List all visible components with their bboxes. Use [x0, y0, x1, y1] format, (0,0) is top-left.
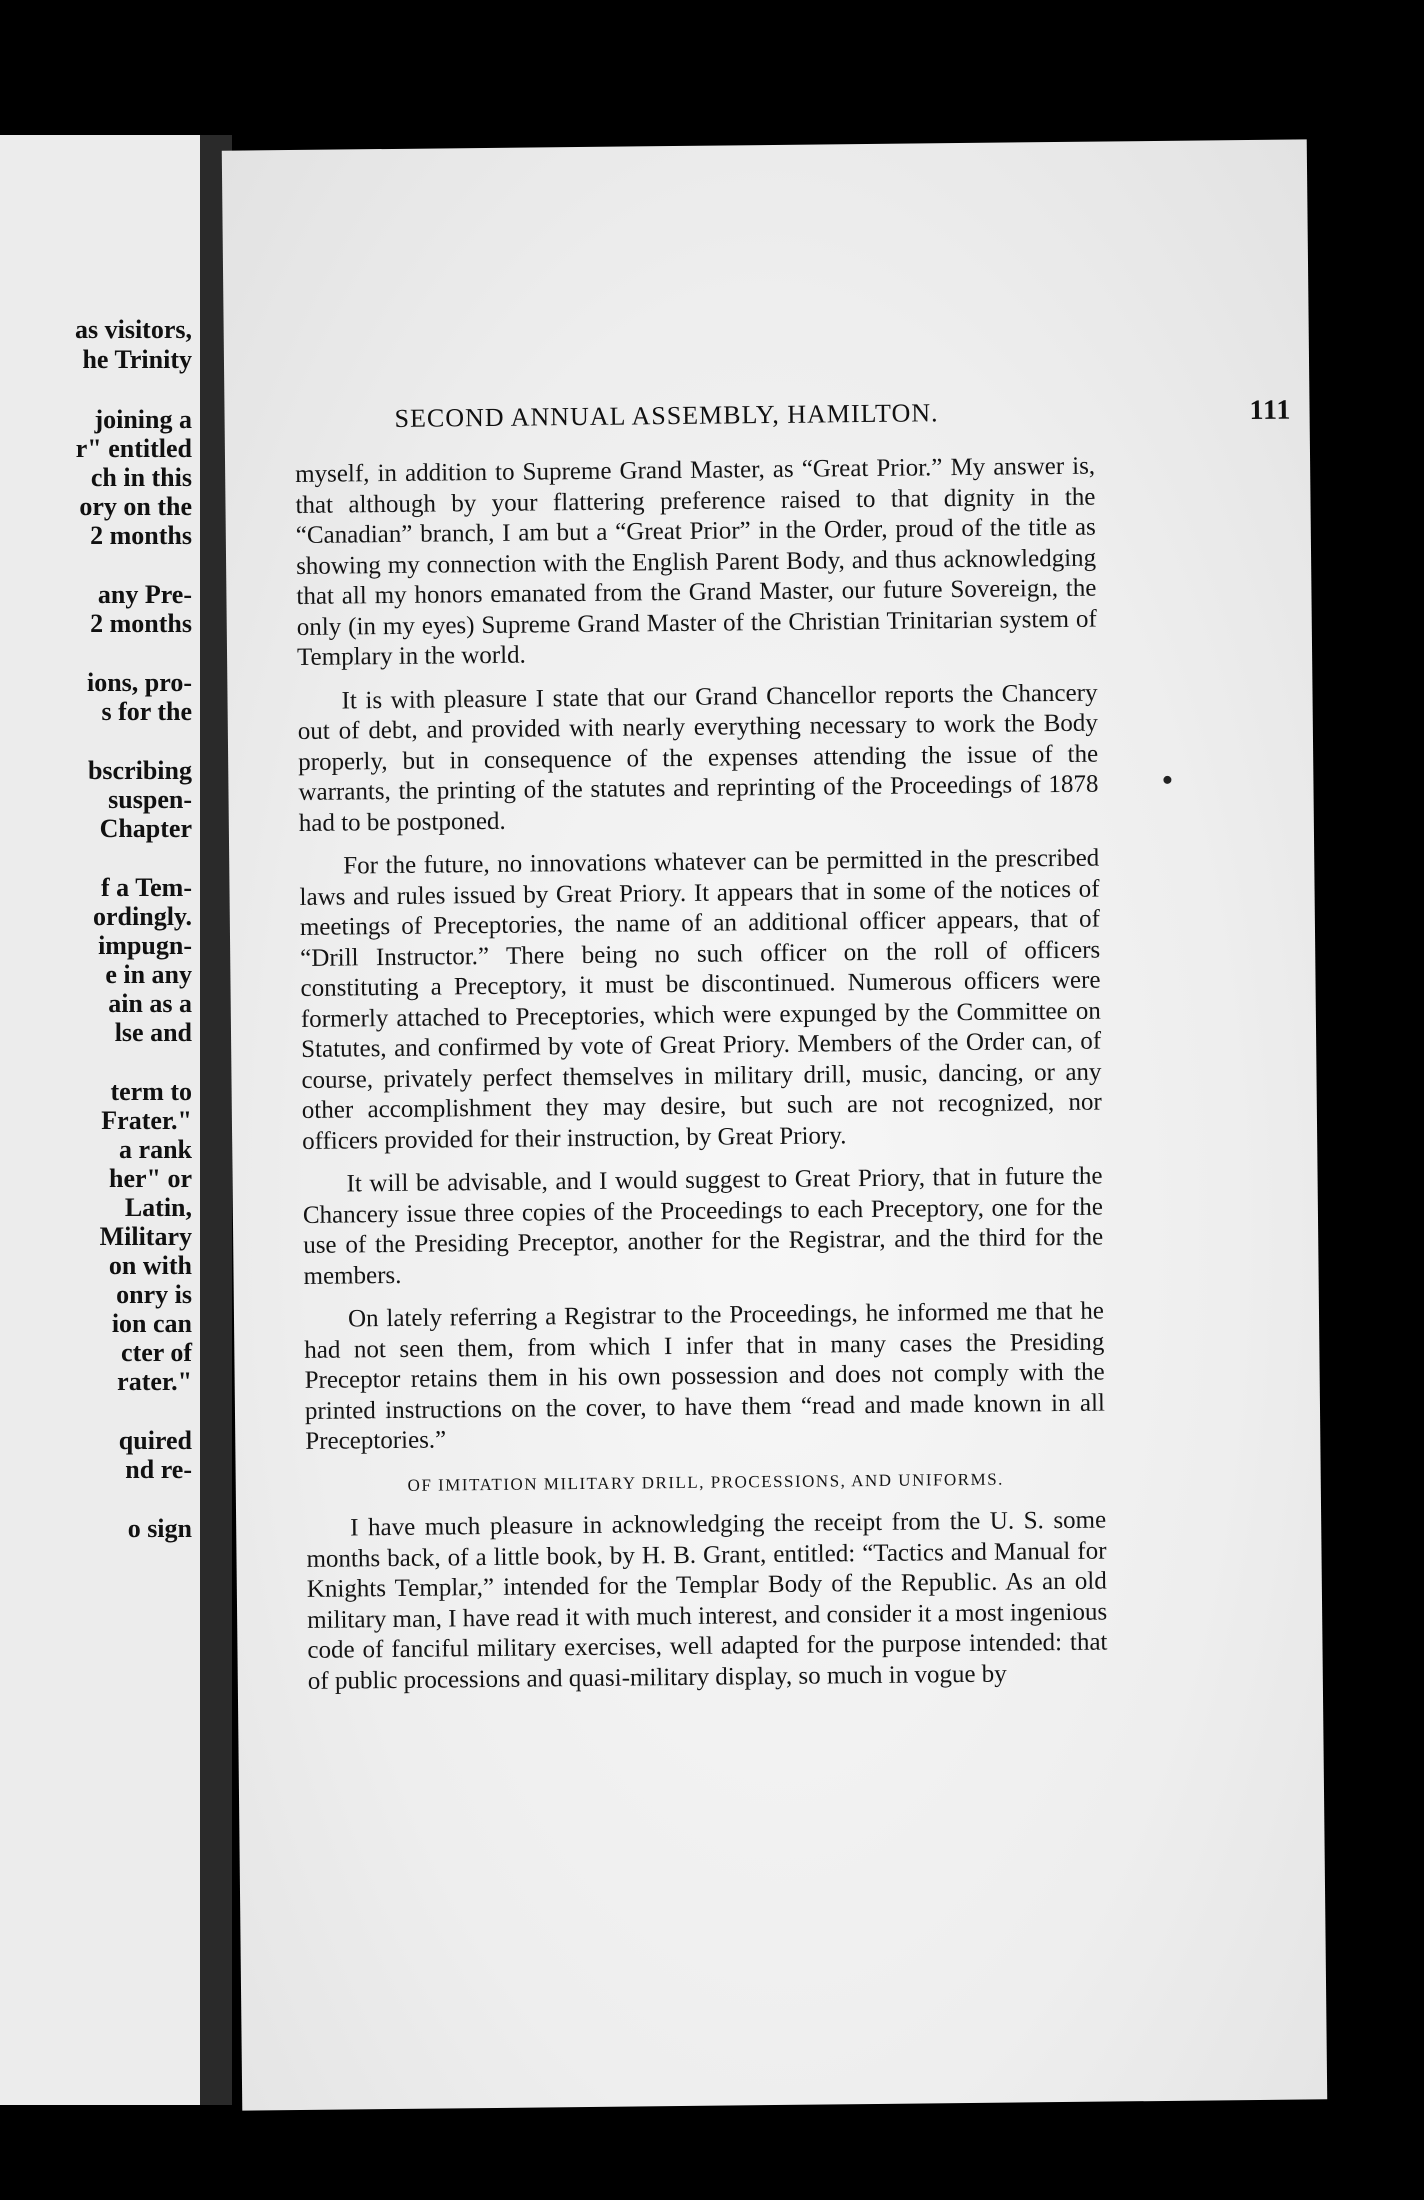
facing-page-line: nd re- — [125, 1455, 192, 1484]
facing-page-line: ory on the — [79, 492, 192, 521]
facing-page-line: rater." — [117, 1367, 192, 1396]
facing-page-line: lse and — [114, 1018, 192, 1047]
page-header — [394, 394, 1294, 433]
facing-page-line: her" or — [108, 1164, 192, 1193]
facing-page-line: ions, pro- — [87, 668, 192, 697]
facing-page-line: quired — [118, 1426, 192, 1455]
facing-page-line: o sign — [127, 1514, 192, 1543]
facing-page-line: s for the — [101, 697, 192, 726]
facing-page-line: joining a — [94, 405, 192, 434]
facing-page-line: as visitors, — [75, 315, 192, 344]
facing-page-line: Military — [99, 1222, 192, 1251]
facing-page-line: he Trinity — [82, 345, 192, 374]
facing-page-line: r" entitled — [75, 434, 192, 463]
section-heading: OF IMITATION MILITARY DRILL, PROCESSIONS, AND UNIFORMS. — [407, 1469, 1004, 1495]
facing-page-line: onry is — [116, 1280, 192, 1309]
facing-page-line: ain as a — [108, 989, 192, 1018]
paragraph: It will be advisable, and I would suggest to Great Priory, that in future the Chancery issue three copies of the Proceedings to each Preceptory, one for the use of the Presiding Preceptor, another for the Registrar, and the third for the members. — [302, 1162, 1104, 1290]
facing-page — [0, 135, 200, 2105]
facing-page-line: ordingly. — [93, 902, 192, 931]
ink-speck — [1163, 776, 1171, 784]
facing-page-line: ion can — [111, 1309, 192, 1338]
facing-page-line: Chapter — [99, 814, 192, 843]
paragraph: myself, in addition to Supreme Grand Master, as “Great Prior.” My answer is, that although by your flattering preference raised to that dignity in the “Canadian” branch, I am but a “Great Prior” in the Order, proud of the title as showing my connection with the English Parent Body, and thus acknowledging that all my honors emanated from the Grand Master, our future Sovereign, the only (in my eyes) Supreme Grand Master of the Christian Trinitarian system of Templary in the world. — [295, 452, 1097, 671]
facing-page-line: cter of — [121, 1338, 192, 1367]
facing-page-line: f a Tem- — [101, 873, 192, 902]
facing-page-line: e in any — [105, 960, 192, 989]
page-number: 111 — [1249, 394, 1292, 426]
facing-page-line: ch in this — [90, 463, 192, 492]
facing-page-line: on with — [108, 1251, 192, 1280]
paragraph: It is with pleasure I state that our Grand Chancellor reports the Chancery out of debt, and provided with nearly everything necessary to work the Body properly, but in consequence of the expenses attending the issue of the warrants, the printing of the statutes and reprinting of the Proceedings of 1878 had to be postponed. — [297, 679, 1099, 837]
facing-page-line: term to — [110, 1077, 192, 1106]
paragraph: On lately referring a Registrar to the Proceedings, he informed me that he had not seen them, from which I infer that in many cases the Presiding Preceptor retains them in his own possession and does not comply with the printed instructions on the cover, to have them “read and made known in all Preceptories.” — [304, 1297, 1106, 1455]
facing-page-line: impugn- — [98, 931, 192, 960]
paragraph: For the future, no innovations whatever can be permitted in the prescribed laws and rules issued by Great Priory. It appears that in some of the notices of meetings of Preceptories, the name of an additional officer appears, that of “Drill Instructor.” There being no such officer on the roll of officers constituting a Preceptory, it must be discontinued. Numerous officers were formerly attached to Preceptories, which were expunged by the Committee on Statutes, and confirmed by vote of Great Priory. Members of the Order can, of course, privately perfect themselves in military drill, music, dancing, or any other accomplishment they may desire, but such are not recognized, nor officers provided for their instruction, by Great Priory. — [299, 844, 1102, 1155]
facing-page-line: any Pre- — [97, 580, 192, 609]
facing-page-line: 2 months — [90, 609, 192, 638]
page-body — [295, 452, 1108, 1710]
paragraph: I have much pleasure in acknowledging the receipt from the U. S. some months back, of a little book, by H. B. Grant, entitled: “Tactics and Manual for Knights Templar,” intended for the Templar Body of the Republic. As an old military man, I have read it with much interest, and consider it a most ingenious code of fanciful military exercises, well adapted for the purpose intended: that of public processions and quasi-military display, so much in vogue by — [306, 1506, 1108, 1695]
facing-page-line: a rank — [119, 1135, 192, 1164]
facing-page-line: Latin, — [124, 1193, 192, 1222]
facing-page-line: bscribing — [87, 756, 192, 785]
facing-page-line: Frater." — [101, 1106, 192, 1135]
facing-page-line: suspen- — [108, 785, 192, 814]
facing-page-line: 2 months — [90, 521, 192, 550]
book-page — [222, 139, 1327, 2110]
running-head: SECOND ANNUAL ASSEMBLY, HAMILTON. — [394, 398, 939, 433]
